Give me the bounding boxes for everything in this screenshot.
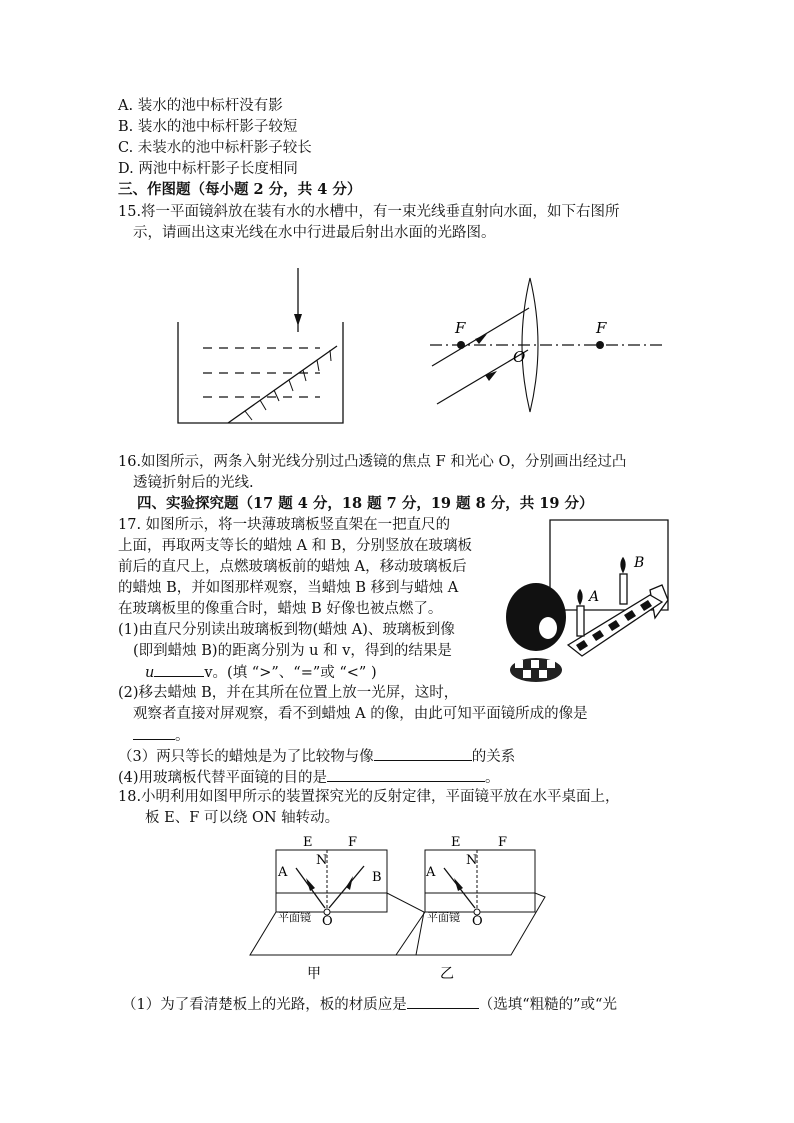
q17-line3: 前后的直尺上，点燃玻璃板前的蜡烛 A，移动玻璃板后 — [118, 559, 467, 575]
q17-sub2-line2: 观察者直接对屏观察，看不到蜡烛 A 的像，由此可知平面镜所成的像是 — [133, 706, 588, 722]
label-e-yi: E — [451, 835, 461, 850]
q17-line5: 在玻璃板里的像重合时，蜡烛 B 好像也被点燃了。 — [118, 601, 443, 617]
q18-answer-blank-1[interactable] — [407, 994, 479, 1009]
focus-right-label: F — [596, 319, 607, 337]
candle-a-label: A — [589, 589, 600, 605]
q15-line1: 15.将一平面镜斜放在装有水的水槽中，有一束光线垂直射向水面，如下右图所 — [118, 204, 620, 220]
q17-sub2-end: 。 — [175, 728, 190, 744]
q16-line1: 16.如图所示，两条入射光线分别过凸透镜的焦点 F 和光心 O，分别画出经过凸 — [118, 454, 627, 470]
q17-line1: 17. 如图所示，将一块薄玻璃板竖直架在一把直尺的 — [118, 517, 451, 533]
optical-center-label: O — [513, 348, 526, 366]
caption-jia: 甲 — [307, 966, 321, 982]
label-b-jia: B — [372, 870, 382, 885]
label-n-yi: N — [466, 853, 478, 868]
label-mirror-jia: 平面镜 — [278, 911, 311, 924]
section4-title: 四、实验探究题（17 题 4 分，18 题 7 分，19 题 8 分，共 19 分） — [137, 495, 594, 512]
q14-option-d: D. 两池中标杆影子长度相同 — [118, 161, 298, 177]
q17-line4: 的蜡烛 B，并如图那样观察，当蜡烛 B 移到与蜡烛 A — [118, 580, 459, 596]
q17-sub4-post: 。 — [485, 770, 500, 786]
label-a-jia: A — [278, 865, 288, 880]
q17-sub1-line2: (即到蜡烛 B)的距离分别为 u 和 v，得到的结果是 — [133, 643, 452, 659]
section3-title: 三、作图题（每小题 2 分，共 4 分） — [118, 181, 362, 198]
label-mirror-yi: 平面镜 — [427, 911, 460, 924]
caption-yi: 乙 — [440, 966, 454, 982]
board-ef-yi — [425, 850, 535, 912]
q14-option-b: B. 装水的池中标杆影子较短 — [118, 119, 298, 135]
q17-sub1-line1: (1)由直尺分别读出玻璃板到物(蜡烛 A)、玻璃板到像 — [118, 622, 455, 638]
candle-b-label: B — [634, 555, 645, 571]
label-o-jia: O — [322, 914, 333, 929]
label-e-jia: E — [303, 835, 313, 850]
label-a-yi: A — [426, 865, 436, 880]
q14-option-a: A. 装水的池中标杆没有影 — [118, 98, 283, 114]
q18-sub1-line — [122, 994, 617, 1015]
label-o-yi: O — [472, 914, 483, 929]
q17-sub3-pre: （3）两只等长的蜡烛是为了比较物与像 — [118, 749, 374, 765]
q17-sub3-post: 的关系 — [471, 749, 516, 765]
label-n-jia: N — [316, 853, 328, 868]
q15-line2: 示，请画出这束光线在水中行进最后射出水面的光路图。 — [133, 225, 496, 241]
label-f-jia: F — [348, 835, 358, 850]
q17-line2: 上面，再取两支等长的蜡烛 A 和 B，分别竖放在玻璃板 — [118, 538, 472, 554]
q17-sub1-tail: v。(填 “>”、“=”或 “<” ) — [204, 665, 377, 681]
q17-u-symbol: u — [145, 665, 155, 681]
q16-line2: 透镜折射后的光线. — [133, 475, 254, 491]
focus-left-label: F — [455, 319, 466, 337]
q18-sub1-pre: （1）为了看清楚板上的光路，板的材质应是 — [122, 997, 407, 1013]
q17-sub4-pre: (4)用玻璃板代替平面镜的目的是 — [118, 770, 328, 786]
q18-sub1-post: （选填“粗糙的”或“光 — [478, 997, 617, 1013]
q18-line2: 板 E、F 可以绕 ON 轴转动。 — [145, 810, 340, 826]
q14-option-c: C. 未装水的池中标杆影子较长 — [118, 140, 312, 156]
q17-sub2-line1: (2)移去蜡烛 B，并在其所在位置上放一光屏，这时， — [118, 685, 459, 701]
label-f-yi: F — [498, 835, 508, 850]
q18-line1: 18.小明利用如图甲所示的装置探究光的反射定律，平面镜平放在水平桌面上， — [118, 789, 620, 805]
